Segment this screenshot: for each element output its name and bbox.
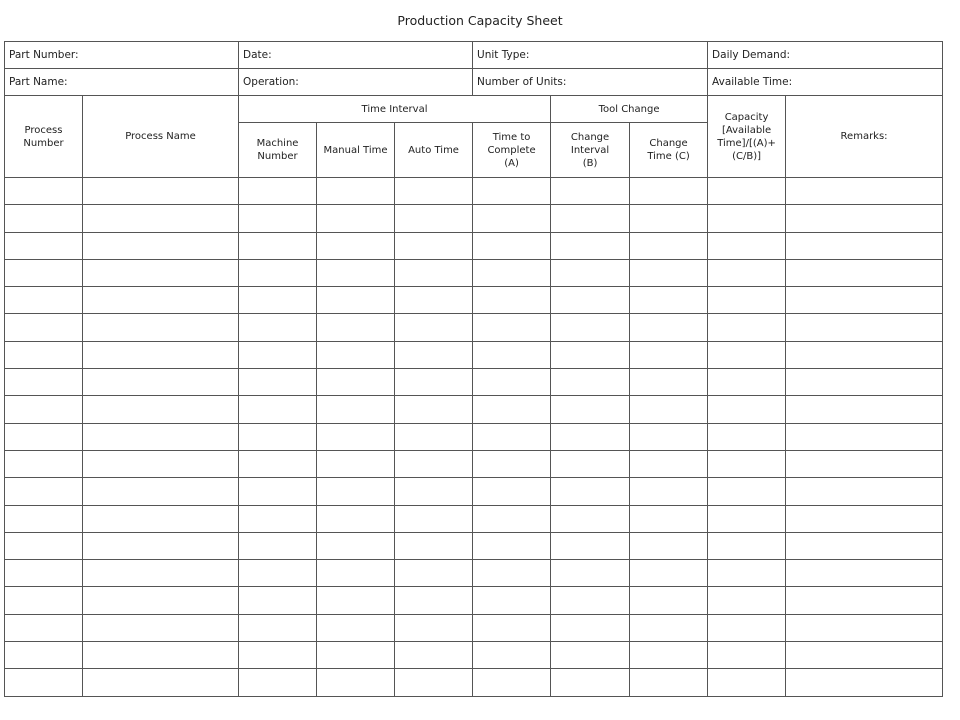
table-cell[interactable] [395, 396, 473, 423]
table-cell[interactable] [551, 287, 630, 314]
table-cell[interactable] [83, 369, 239, 396]
table-cell[interactable] [239, 669, 317, 696]
table-cell[interactable] [786, 505, 943, 532]
table-cell[interactable] [83, 450, 239, 477]
table-cell[interactable] [83, 505, 239, 532]
table-cell[interactable] [239, 259, 317, 286]
table-cell[interactable] [239, 423, 317, 450]
header-change-time: Change Time (C) [630, 123, 708, 178]
table-cell[interactable] [786, 450, 943, 477]
unit-type-field[interactable]: Unit Type: [473, 42, 708, 69]
table-cell[interactable] [239, 178, 317, 205]
table-cell[interactable] [551, 232, 630, 259]
table-cell[interactable] [708, 178, 786, 205]
table-cell[interactable] [317, 314, 395, 341]
table-cell[interactable] [708, 369, 786, 396]
table-cell[interactable] [5, 341, 83, 368]
table-row [5, 287, 943, 314]
table-cell[interactable] [786, 614, 943, 641]
table-cell[interactable] [317, 178, 395, 205]
table-cell[interactable] [83, 560, 239, 587]
table-row [5, 642, 943, 669]
table-cell[interactable] [551, 396, 630, 423]
table-cell[interactable] [317, 369, 395, 396]
table-cell[interactable] [551, 205, 630, 232]
header-manual-time: Manual Time [317, 123, 395, 178]
table-cell[interactable] [708, 532, 786, 559]
table-row [5, 587, 943, 614]
table-cell[interactable] [83, 232, 239, 259]
table-cell[interactable] [5, 205, 83, 232]
table-cell[interactable] [317, 532, 395, 559]
table-cell[interactable] [5, 369, 83, 396]
table-cell[interactable] [317, 423, 395, 450]
operation-field[interactable]: Operation: [239, 69, 473, 96]
table-cell[interactable] [708, 505, 786, 532]
table-row [5, 232, 943, 259]
table-row [5, 669, 943, 696]
table-cell[interactable] [473, 287, 551, 314]
table-cell[interactable] [395, 341, 473, 368]
table-cell[interactable] [630, 232, 708, 259]
table-cell[interactable] [551, 614, 630, 641]
table-row [5, 396, 943, 423]
table-cell[interactable] [395, 259, 473, 286]
table-cell[interactable] [317, 669, 395, 696]
table-row [5, 259, 943, 286]
table-cell[interactable] [630, 642, 708, 669]
table-cell[interactable] [473, 450, 551, 477]
table-cell[interactable] [708, 450, 786, 477]
table-cell[interactable] [395, 560, 473, 587]
table-cell[interactable] [708, 341, 786, 368]
table-cell[interactable] [630, 259, 708, 286]
table-cell[interactable] [708, 396, 786, 423]
table-cell[interactable] [708, 642, 786, 669]
table-row [5, 341, 943, 368]
table-cell[interactable] [708, 287, 786, 314]
part-number-field[interactable]: Part Number: [5, 42, 239, 69]
table-cell[interactable] [317, 287, 395, 314]
table-cell[interactable] [551, 423, 630, 450]
table-cell[interactable] [5, 505, 83, 532]
table-cell[interactable] [708, 587, 786, 614]
table-cell[interactable] [786, 669, 943, 696]
capacity-table [4, 41, 943, 697]
table-cell[interactable] [83, 614, 239, 641]
table-cell[interactable] [395, 642, 473, 669]
table-cell[interactable] [630, 587, 708, 614]
header-time-interval: Time Interval [239, 96, 551, 123]
table-cell[interactable] [708, 669, 786, 696]
table-cell[interactable] [630, 505, 708, 532]
table-row [5, 614, 943, 641]
table-cell[interactable] [551, 478, 630, 505]
table-cell[interactable] [83, 205, 239, 232]
table-cell[interactable] [239, 614, 317, 641]
table-cell[interactable] [239, 587, 317, 614]
info-row-2 [5, 69, 943, 96]
table-cell[interactable] [317, 560, 395, 587]
info-row-1 [5, 42, 943, 69]
table-cell[interactable] [551, 178, 630, 205]
table-cell[interactable] [630, 614, 708, 641]
table-cell[interactable] [473, 314, 551, 341]
table-cell[interactable] [395, 423, 473, 450]
table-cell[interactable] [239, 314, 317, 341]
part-name-field[interactable]: Part Name: [5, 69, 239, 96]
table-cell[interactable] [5, 450, 83, 477]
table-cell[interactable] [395, 532, 473, 559]
table-cell[interactable] [5, 560, 83, 587]
table-cell[interactable] [551, 642, 630, 669]
table-cell[interactable] [630, 560, 708, 587]
table-cell[interactable] [708, 423, 786, 450]
table-cell[interactable] [239, 205, 317, 232]
table-cell[interactable] [395, 669, 473, 696]
table-cell[interactable] [239, 450, 317, 477]
table-cell[interactable] [83, 259, 239, 286]
table-cell[interactable] [630, 532, 708, 559]
daily-demand-field[interactable]: Daily Demand: [708, 42, 943, 69]
table-cell[interactable] [708, 478, 786, 505]
table-cell[interactable] [5, 232, 83, 259]
date-field[interactable]: Date: [239, 42, 473, 69]
table-cell[interactable] [551, 314, 630, 341]
table-cell[interactable] [473, 205, 551, 232]
table-cell[interactable] [551, 505, 630, 532]
table-cell[interactable] [83, 178, 239, 205]
table-cell[interactable] [317, 450, 395, 477]
sheet-title: Production Capacity Sheet [397, 13, 563, 28]
table-row [5, 314, 943, 341]
table-cell[interactable] [708, 259, 786, 286]
table-cell[interactable] [630, 478, 708, 505]
header-time-to-complete: Time to Complete (A) [473, 123, 551, 178]
table-cell[interactable] [317, 614, 395, 641]
table-cell[interactable] [395, 450, 473, 477]
table-row [5, 205, 943, 232]
table-row [5, 505, 943, 532]
table-cell[interactable] [5, 314, 83, 341]
table-cell[interactable] [630, 205, 708, 232]
table-cell[interactable] [317, 396, 395, 423]
table-cell[interactable] [786, 369, 943, 396]
table-cell[interactable] [239, 369, 317, 396]
table-cell[interactable] [551, 669, 630, 696]
table-cell[interactable] [473, 396, 551, 423]
table-cell[interactable] [551, 532, 630, 559]
table-cell[interactable] [5, 396, 83, 423]
available-time-field[interactable]: Available Time: [708, 69, 943, 96]
table-cell[interactable] [786, 205, 943, 232]
table-cell[interactable] [473, 614, 551, 641]
table-cell[interactable] [83, 642, 239, 669]
table-cell[interactable] [473, 423, 551, 450]
table-cell[interactable] [317, 478, 395, 505]
table-cell[interactable] [395, 614, 473, 641]
table-cell[interactable] [83, 478, 239, 505]
table-row [5, 423, 943, 450]
table-cell[interactable] [786, 396, 943, 423]
table-cell[interactable] [630, 396, 708, 423]
table-cell[interactable] [83, 341, 239, 368]
table-cell[interactable] [786, 478, 943, 505]
table-cell[interactable] [630, 178, 708, 205]
table-cell[interactable] [239, 478, 317, 505]
table-cell[interactable] [83, 669, 239, 696]
table-cell[interactable] [473, 587, 551, 614]
table-cell[interactable] [708, 232, 786, 259]
table-cell[interactable] [317, 205, 395, 232]
header-remarks: Remarks: [786, 96, 943, 178]
table-cell[interactable] [551, 259, 630, 286]
table-cell[interactable] [395, 287, 473, 314]
table-cell[interactable] [317, 642, 395, 669]
table-cell[interactable] [317, 232, 395, 259]
table-cell[interactable] [630, 450, 708, 477]
table-cell[interactable] [786, 178, 943, 205]
header-process-number: Process Number [5, 96, 83, 178]
table-cell[interactable] [395, 505, 473, 532]
header-auto-time: Auto Time [395, 123, 473, 178]
number-of-units-field[interactable]: Number of Units: [473, 69, 708, 96]
table-cell[interactable] [708, 614, 786, 641]
header-tool-change: Tool Change [551, 96, 708, 123]
table-cell[interactable] [473, 560, 551, 587]
table-cell[interactable] [473, 505, 551, 532]
table-cell[interactable] [317, 259, 395, 286]
table-row [5, 560, 943, 587]
table-cell[interactable] [551, 450, 630, 477]
table-cell[interactable] [473, 532, 551, 559]
table-cell[interactable] [551, 560, 630, 587]
table-cell[interactable] [5, 669, 83, 696]
table-cell[interactable] [5, 642, 83, 669]
table-cell[interactable] [630, 287, 708, 314]
table-cell[interactable] [708, 314, 786, 341]
table-cell[interactable] [786, 532, 943, 559]
table-row [5, 450, 943, 477]
table-cell[interactable] [473, 669, 551, 696]
header-change-interval: Change Interval (B) [551, 123, 630, 178]
table-cell[interactable] [395, 205, 473, 232]
table-cell[interactable] [473, 369, 551, 396]
header-capacity: Capacity [Available Time]/[(A)+ (C/B)] [708, 96, 786, 178]
table-cell[interactable] [5, 287, 83, 314]
table-cell[interactable] [5, 532, 83, 559]
table-cell[interactable] [83, 587, 239, 614]
table-cell[interactable] [239, 642, 317, 669]
table-cell[interactable] [395, 478, 473, 505]
table-cell[interactable] [786, 587, 943, 614]
table-cell[interactable] [317, 587, 395, 614]
table-cell[interactable] [317, 341, 395, 368]
table-cell[interactable] [5, 587, 83, 614]
header-machine-number: Machine Number [239, 123, 317, 178]
table-cell[interactable] [630, 423, 708, 450]
table-cell[interactable] [395, 314, 473, 341]
table-cell[interactable] [83, 287, 239, 314]
table-cell[interactable] [83, 314, 239, 341]
header-row-1 [5, 96, 943, 123]
table-cell[interactable] [786, 341, 943, 368]
table-cell[interactable] [395, 232, 473, 259]
table-cell[interactable] [473, 259, 551, 286]
table-cell[interactable] [630, 314, 708, 341]
table-cell[interactable] [239, 532, 317, 559]
table-cell[interactable] [786, 423, 943, 450]
table-cell[interactable] [786, 287, 943, 314]
table-row [5, 369, 943, 396]
table-cell[interactable] [630, 369, 708, 396]
table-cell[interactable] [5, 423, 83, 450]
table-cell[interactable] [708, 205, 786, 232]
table-cell[interactable] [551, 341, 630, 368]
table-cell[interactable] [551, 587, 630, 614]
table-cell[interactable] [239, 232, 317, 259]
table-cell[interactable] [786, 232, 943, 259]
table-cell[interactable] [317, 505, 395, 532]
table-cell[interactable] [395, 369, 473, 396]
table-cell[interactable] [473, 478, 551, 505]
table-cell[interactable] [239, 505, 317, 532]
table-cell[interactable] [395, 587, 473, 614]
table-cell[interactable] [473, 178, 551, 205]
table-cell[interactable] [239, 287, 317, 314]
table-row [5, 478, 943, 505]
table-cell[interactable] [5, 478, 83, 505]
table-cell[interactable] [83, 396, 239, 423]
table-cell[interactable] [786, 560, 943, 587]
table-cell[interactable] [395, 178, 473, 205]
table-cell[interactable] [5, 259, 83, 286]
table-cell[interactable] [239, 560, 317, 587]
table-cell[interactable] [786, 314, 943, 341]
table-cell[interactable] [83, 423, 239, 450]
table-cell[interactable] [708, 560, 786, 587]
header-process-name: Process Name [83, 96, 239, 178]
table-cell[interactable] [239, 341, 317, 368]
table-cell[interactable] [5, 614, 83, 641]
table-row [5, 178, 943, 205]
table-cell[interactable] [630, 669, 708, 696]
table-cell[interactable] [473, 232, 551, 259]
table-cell[interactable] [473, 642, 551, 669]
table-cell[interactable] [239, 396, 317, 423]
table-row [5, 532, 943, 559]
table-cell[interactable] [786, 259, 943, 286]
table-cell[interactable] [473, 341, 551, 368]
table-cell[interactable] [83, 532, 239, 559]
table-cell[interactable] [786, 642, 943, 669]
table-cell[interactable] [630, 341, 708, 368]
table-cell[interactable] [551, 369, 630, 396]
table-cell[interactable] [5, 178, 83, 205]
